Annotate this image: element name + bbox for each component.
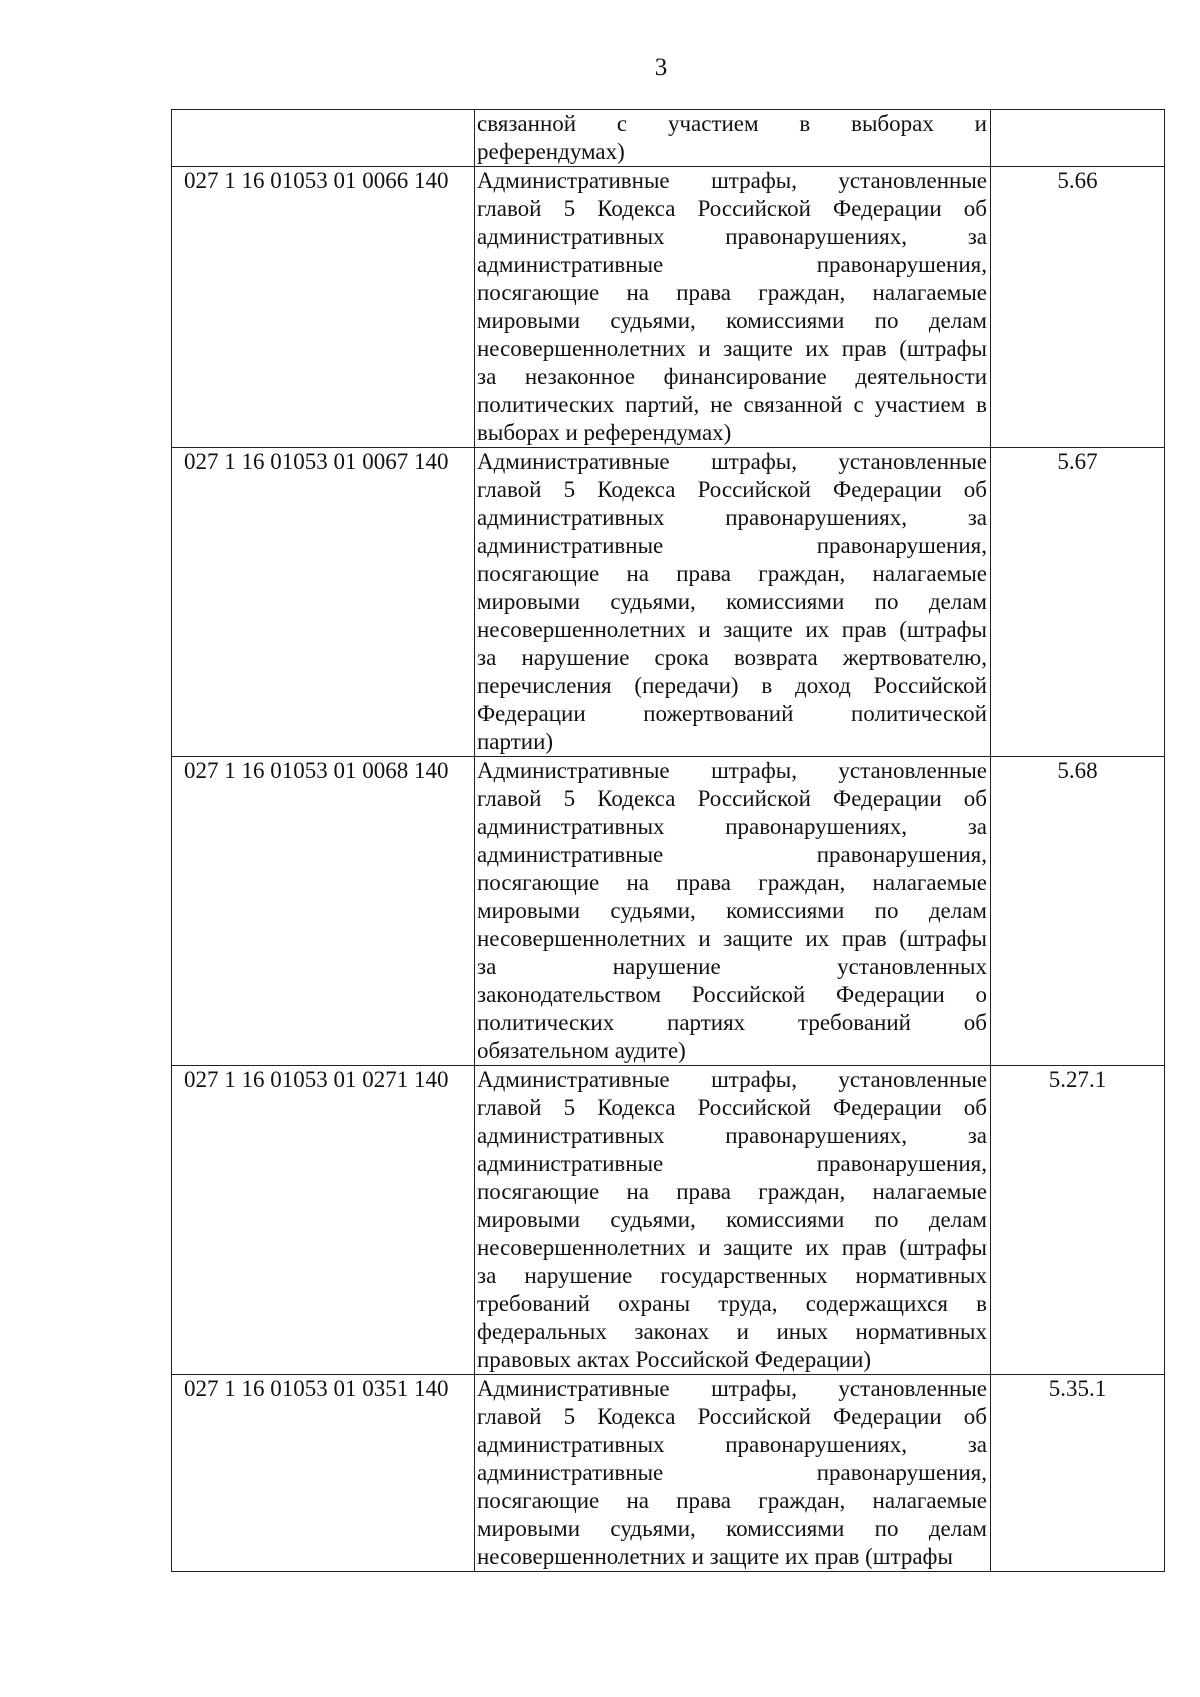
description-line: главой 5 Кодекса Российской Федерации об bbox=[477, 477, 987, 502]
description-line: административные правонарушения, bbox=[477, 252, 987, 277]
description-line: партии) bbox=[477, 729, 554, 754]
description-line: правовых актах Российской Федерации) bbox=[477, 1347, 872, 1372]
cell-article: 5.66 bbox=[991, 167, 1165, 448]
description-line: посягающие на права граждан, налагаемые bbox=[477, 1179, 987, 1204]
table-row bbox=[172, 110, 1165, 167]
description-line: мировыми судьями, комиссиями по делам bbox=[477, 898, 987, 923]
fines-table bbox=[171, 109, 1165, 1572]
description-line: административные правонарушения, bbox=[477, 1460, 987, 1485]
cell-article: 5.27.1 bbox=[991, 1066, 1165, 1375]
description-line: мировыми судьями, комиссиями по делам bbox=[477, 1516, 987, 1541]
description-line: перечисления (передачи) в доход Российской bbox=[477, 673, 987, 698]
description-line: административные правонарушения, bbox=[477, 842, 987, 867]
description-line: административных правонарушениях, за bbox=[477, 505, 987, 530]
description-line: политических партий, не связанной с участием в bbox=[477, 392, 987, 417]
description-line: административных правонарушениях, за bbox=[477, 1432, 987, 1457]
description-line: Административные штрафы, установленные bbox=[477, 449, 987, 474]
cell-description bbox=[475, 757, 991, 1066]
description-line: обязательном аудите) bbox=[477, 1038, 686, 1063]
cell-code: 027 1 16 01053 01 0066 140 bbox=[172, 167, 475, 448]
description-line: посягающие на права граждан, налагаемые bbox=[477, 870, 987, 895]
description-line: несовершеннолетних и защите их прав (штрафы bbox=[477, 1544, 953, 1569]
description-line: главой 5 Кодекса Российской Федерации об bbox=[477, 1404, 987, 1429]
cell-code: 027 1 16 01053 01 0271 140 bbox=[172, 1066, 475, 1375]
table-body bbox=[172, 110, 1165, 1572]
description-line: административные правонарушения, bbox=[477, 533, 987, 558]
description-line: посягающие на права граждан, налагаемые bbox=[477, 1488, 987, 1513]
table-row bbox=[172, 757, 1165, 1066]
cell-code: 027 1 16 01053 01 0068 140 bbox=[172, 757, 475, 1066]
description-line: административных правонарушениях, за bbox=[477, 814, 987, 839]
description-line: референдумах) bbox=[477, 139, 625, 164]
description-line: требований охраны труда, содержащихся в bbox=[477, 1291, 987, 1316]
cell-code: 027 1 16 01053 01 0351 140 bbox=[172, 1375, 475, 1572]
description-line: за нарушение установленных bbox=[477, 954, 987, 979]
table-row bbox=[172, 448, 1165, 757]
description-line: законодательством Российской Федерации о bbox=[477, 982, 987, 1007]
table-row bbox=[172, 1375, 1165, 1572]
description-line: посягающие на права граждан, налагаемые bbox=[477, 280, 987, 305]
description-line: Федерации пожертвований политической bbox=[477, 701, 987, 726]
cell-description bbox=[475, 1375, 991, 1572]
description-line: несовершеннолетних и защите их прав (штрафы bbox=[477, 926, 987, 951]
description-line: политических партиях требований об bbox=[477, 1010, 987, 1035]
description-line: за нарушение срока возврата жертвователю, bbox=[477, 645, 987, 670]
cell-code bbox=[172, 110, 475, 167]
description-line: связанной с участием в выборах и bbox=[477, 111, 987, 136]
table-row bbox=[172, 1066, 1165, 1375]
cell-article: 5.67 bbox=[991, 448, 1165, 757]
description-line: посягающие на права граждан, налагаемые bbox=[477, 561, 987, 586]
description-line: мировыми судьями, комиссиями по делам bbox=[477, 1207, 987, 1232]
cell-article: 5.35.1 bbox=[991, 1375, 1165, 1572]
description-line: мировыми судьями, комиссиями по делам bbox=[477, 308, 987, 333]
description-line: несовершеннолетних и защите их прав (штрафы bbox=[477, 617, 987, 642]
description-line: административные правонарушения, bbox=[477, 1151, 987, 1176]
description-line: несовершеннолетних и защите их прав (штрафы bbox=[477, 336, 987, 361]
description-line: Административные штрафы, установленные bbox=[477, 1067, 987, 1092]
description-line: главой 5 Кодекса Российской Федерации об bbox=[477, 196, 987, 221]
description-line: за нарушение государственных нормативных bbox=[477, 1263, 987, 1288]
cell-description bbox=[475, 1066, 991, 1375]
description-line: федеральных законах и иных нормативных bbox=[477, 1319, 987, 1344]
description-line: административных правонарушениях, за bbox=[477, 224, 987, 249]
description-line: главой 5 Кодекса Российской Федерации об bbox=[477, 1095, 987, 1120]
description-line: Административные штрафы, установленные bbox=[477, 1376, 987, 1401]
cell-description bbox=[475, 167, 991, 448]
table-row bbox=[172, 167, 1165, 448]
description-line: несовершеннолетних и защите их прав (штрафы bbox=[477, 1235, 987, 1260]
cell-code: 027 1 16 01053 01 0067 140 bbox=[172, 448, 475, 757]
description-line: Административные штрафы, установленные bbox=[477, 758, 987, 783]
cell-description bbox=[475, 110, 991, 167]
description-line: выборах и референдумах) bbox=[477, 420, 732, 445]
description-line: за незаконное финансирование деятельности bbox=[477, 364, 987, 389]
page-number: 3 bbox=[654, 54, 668, 81]
cell-article: 5.68 bbox=[991, 757, 1165, 1066]
description-line: мировыми судьями, комиссиями по делам bbox=[477, 589, 987, 614]
description-line: главой 5 Кодекса Российской Федерации об bbox=[477, 786, 987, 811]
cell-description bbox=[475, 448, 991, 757]
description-line: Административные штрафы, установленные bbox=[477, 168, 987, 193]
description-line: административных правонарушениях, за bbox=[477, 1123, 987, 1148]
cell-article bbox=[991, 110, 1165, 167]
